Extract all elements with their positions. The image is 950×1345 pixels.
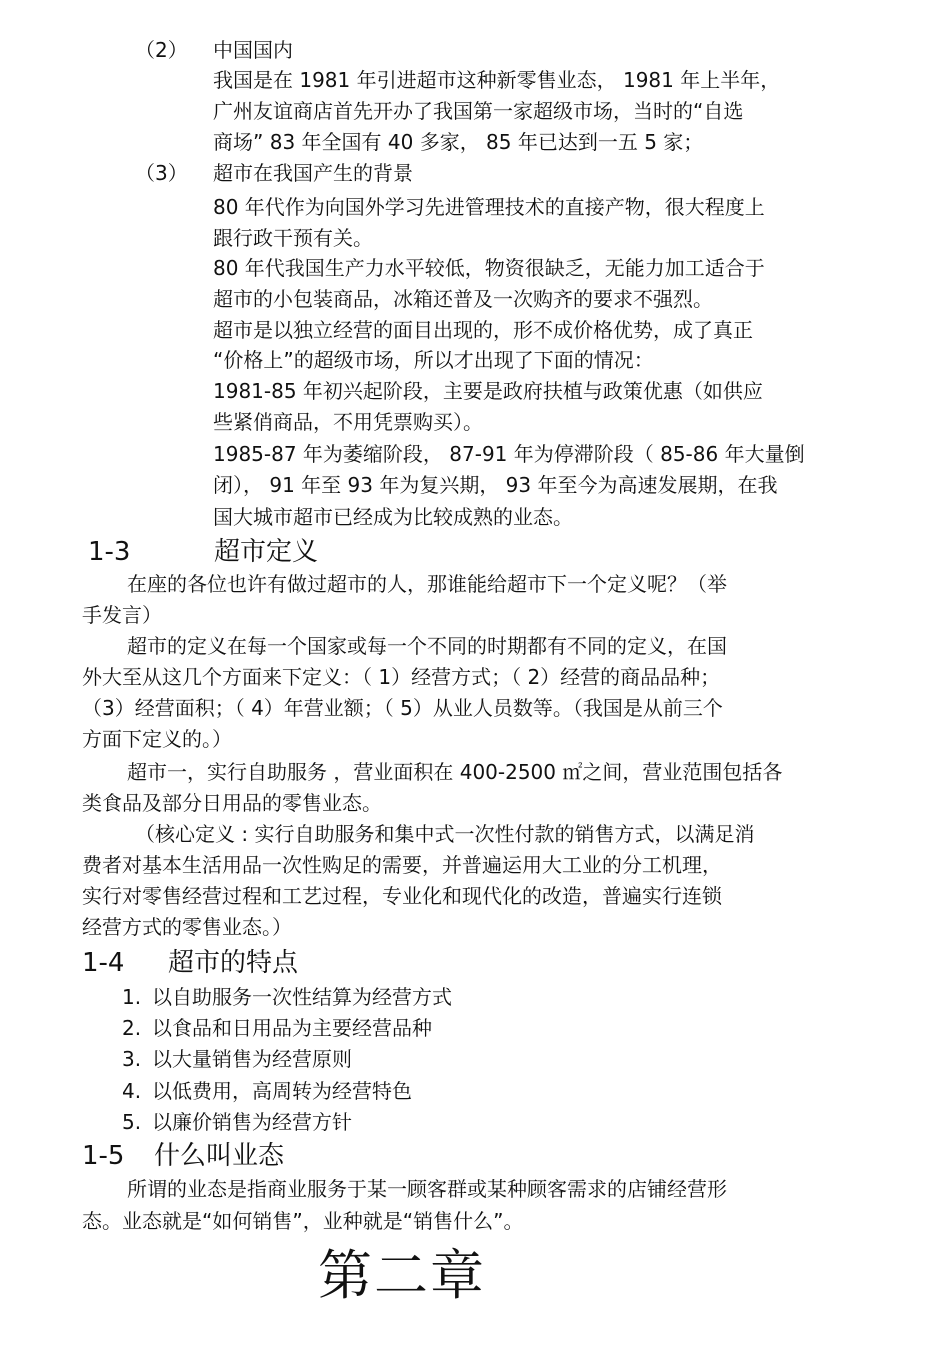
section-heading-title: 什么叫业态 (154, 1141, 285, 1171)
list-item-text: 以自助服务一次性结算为经营方式 (152, 985, 452, 1009)
paragraph-line: 1985-87 年为萎缩阶段， 87-91 年为停滞阶段（ 85-86 年大量倒 (213, 442, 805, 466)
list-item-text: 以廉价销售为经营方针 (152, 1110, 352, 1134)
list-item (122, 1045, 352, 1073)
paragraph-line: 手发言） (82, 603, 162, 627)
list-item (122, 1077, 412, 1105)
paragraph-line: 国大城市超市已经成为比较成熟的业态。 (213, 505, 573, 529)
paragraph-line: 跟行政干预有关。 (213, 226, 373, 250)
section-heading-1-3 (88, 536, 318, 568)
paragraph-line: 1981-85 年初兴起阶段，主要是政府扶植与政策优惠（如供应 (213, 379, 763, 403)
paragraph-line: “价格上”的超级市场，所以才出现了下面的情况： (213, 348, 654, 372)
section-3-number: （3） (135, 161, 188, 185)
paragraph-line: 超市的小包装商品，冰箱还普及一次购齐的要求不强烈。 (213, 287, 713, 311)
section-2-title: 中国国内 (213, 38, 293, 62)
paragraph-line: 80 年代我国生产力水平较低，物资很缺乏，无能力加工适合于 (213, 256, 765, 280)
section-heading-title: 超市定义 (214, 537, 319, 567)
paragraph-line: （3）经营面积；（ 4）年营业额；（ 5）从业人员数等。（我国是从前三个 (82, 696, 723, 720)
paragraph-line: 经营方式的零售业态。） (82, 915, 292, 939)
paragraph-line: 态。业态就是“如何销售”，业种就是“销售什么”。 (82, 1209, 524, 1233)
paragraph-line: 超市的定义在每一个国家或每一个不同的时期都有不同的定义，在国 (127, 634, 727, 658)
section-2-number: （2） (135, 38, 188, 62)
section-heading-1-5 (82, 1140, 284, 1172)
paragraph-line: 实行对零售经营过程和工艺过程，专业化和现代化的改造，普遍实行连锁 (82, 884, 722, 908)
paragraph-line: 商场” 83 年全国有 40 多家， 85 年已达到一五 5 家； (213, 130, 704, 154)
list-item-number: 4. (122, 1079, 142, 1103)
section-heading-number: 1-5 (82, 1141, 125, 1171)
paragraph-line: 超市一，实行自助服务 ，营业面积在 400-2500 ㎡之间，营业范围包括各 (127, 760, 783, 784)
list-item-number: 2. (122, 1016, 142, 1040)
paragraph-line: 闭）， 91 年至 93 年为复兴期， 93 年至今为高速发展期，在我 (213, 473, 778, 497)
list-item-text: 以食品和日用品为主要经营品种 (152, 1016, 432, 1040)
section-heading-number: 1-4 (82, 948, 125, 978)
paragraph-line: 在座的各位也许有做过超市的人，那谁能给超市下一个定义呢？（举 (127, 572, 727, 596)
paragraph-line: （核心定义 : 实行自助服务和集中式一次性付款的销售方式，以满足消 (135, 822, 755, 846)
paragraph-line: 超市是以独立经营的面目出现的，形不成价格优势，成了真正 (213, 318, 753, 342)
list-item (122, 983, 452, 1011)
section-heading-1-4 (82, 947, 298, 979)
list-item (122, 1014, 432, 1042)
list-item-text: 以大量销售为经营原则 (152, 1047, 352, 1071)
paragraph-line: 所谓的业态是指商业服务于某一顾客群或某种顾客需求的店铺经营形 (127, 1177, 727, 1201)
list-item (122, 1108, 352, 1136)
section-3-title: 超市在我国产生的背景 (213, 161, 413, 185)
list-item-number: 1. (122, 985, 142, 1009)
paragraph-line: 些紧俏商品，不用凭票购买）。 (213, 410, 483, 434)
section-heading-title: 超市的特点 (168, 948, 299, 978)
list-item-number: 5. (122, 1110, 142, 1134)
list-item-text: 以低费用，高周转为经营特色 (152, 1079, 412, 1103)
paragraph-line: 我国是在 1981 年引进超市这种新零售业态， 1981 年上半年， (213, 68, 781, 92)
paragraph-line: 外大至从这几个方面来下定义：（ 1）经营方式；（ 2）经营的商品品种； (82, 665, 721, 689)
section-heading-number: 1-3 (88, 537, 131, 567)
paragraph-line: 80 年代作为向国外学习先进管理技术的直接产物，很大程度上 (213, 195, 765, 219)
paragraph-line: 方面下定义的。） (82, 727, 232, 751)
list-item-number: 3. (122, 1047, 142, 1071)
paragraph-line: 费者对基本生活用品一次性购足的需要，并普遍运用大工业的分工机理， (82, 853, 722, 877)
chapter-title: 第二章 (318, 1244, 486, 1307)
paragraph-line: 类食品及部分日用品的零售业态。 (82, 791, 382, 815)
paragraph-line: 广州友谊商店首先开办了我国第一家超级市场，当时的“自选 (213, 99, 744, 123)
